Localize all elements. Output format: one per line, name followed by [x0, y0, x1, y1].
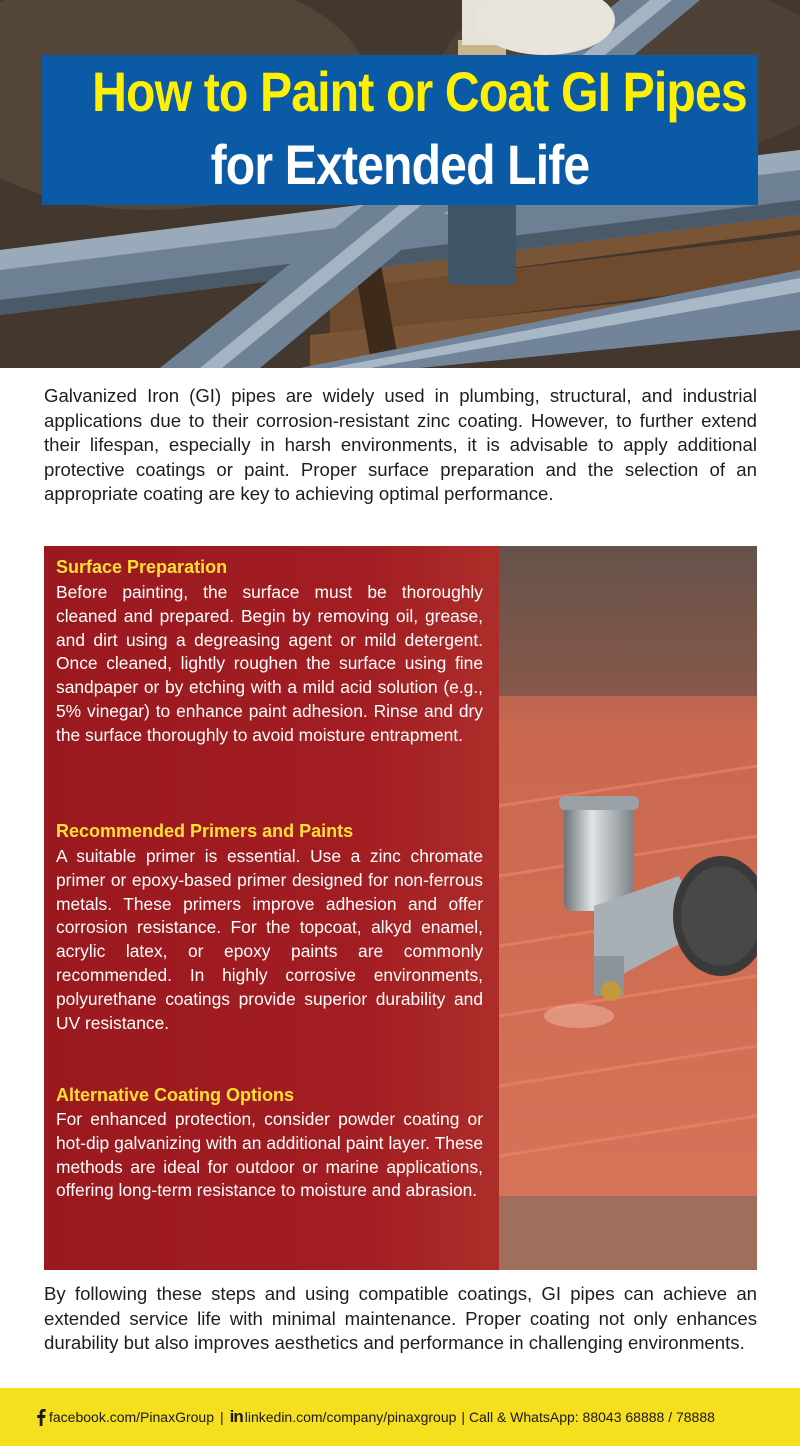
page-title-line-2: for Extended Life — [210, 133, 590, 196]
section-body-surface-preparation: Before painting, the surface must be thoroughly cleaned and prepared. Begin by removing oil, grease, and dirt using a degreasing agent or mild detergent. Once cleaned, lightly roughen the surface using fine sandpaper or by etching with a mild acid solution (e.g., 5% vinegar) to enhance paint adhesion. Rinse and dry the surface thoroughly to avoid moisture entrapment. — [56, 582, 483, 745]
footer-separator: | — [219, 1409, 224, 1425]
contact-phone: | Call & WhatsApp: 88043 68888 / 78888 — [461, 1409, 715, 1425]
footer-contact-row — [36, 1406, 715, 1428]
closing-paragraph: By following these steps and using compatible coatings, GI pipes can achieve an extended service life with minimal maintenance. Proper coating not only enhances durability but also improves aesthetics and performance in challenging environments. — [44, 1283, 757, 1353]
section-body-primers-paints: A suitable primer is essential. Use a zinc chromate primer or epoxy-based primer designed for non-ferrous metals. These primers improve adhesion and offer corrosion resistance. For the topcoat, alkyd enamel, acrylic latex, or epoxy paints are commonly recommended. In highly corrosive environments, polyurethane coatings provide superior durability and UV resistance. — [56, 846, 483, 1033]
linkedin-link[interactable]: linkedin.com/company/pinaxgroup — [244, 1409, 457, 1425]
spray-gun-photo — [499, 546, 757, 1270]
page-title-line-1: How to Paint or Coat GI Pipes — [92, 60, 747, 123]
section-heading-alternative-coating: Alternative Coating Options — [56, 1085, 295, 1105]
intro-paragraph: Galvanized Iron (GI) pipes are widely used in plumbing, structural, and industrial applications due to their corrosion-resistant zinc coating. However, to further extend their lifespan, especially in harsh environments, it is advisable to apply additional protective coatings or paint. Proper surface preparation and the selection of an appropriate coating are key to achieving optimal performance. — [44, 385, 757, 504]
section-heading-surface-preparation: Surface Preparation — [56, 557, 228, 577]
facebook-link[interactable]: facebook.com/PinaxGroup — [49, 1409, 214, 1425]
footer-contact-bar — [0, 1388, 800, 1446]
section-body-alternative-coating: For enhanced protection, consider powder coating or hot-dip galvanizing with an additional paint layer. These methods are ideal for outdoor or marine applications, offering long-term resistance to moisture and abrasion. — [56, 1109, 483, 1201]
linkedin-icon: in — [229, 1407, 243, 1426]
facebook-icon — [36, 1408, 46, 1426]
hero-banner — [0, 0, 800, 368]
section-heading-primers-paints: Recommended Primers and Paints — [56, 821, 354, 841]
